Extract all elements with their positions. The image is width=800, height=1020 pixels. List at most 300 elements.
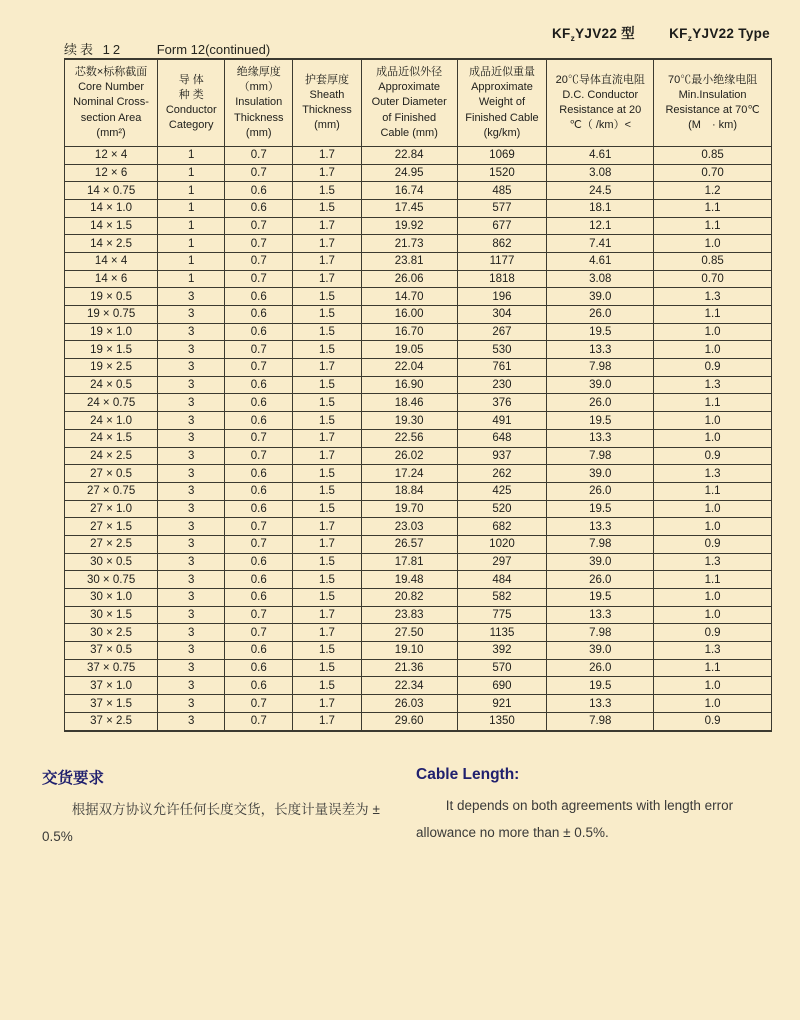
table-cell: 0.70 bbox=[654, 164, 772, 182]
model-type-label bbox=[552, 22, 770, 43]
table-cell: 26.0 bbox=[547, 394, 654, 412]
table-cell: 3.08 bbox=[547, 164, 654, 182]
table-cell: 0.6 bbox=[225, 182, 293, 200]
table-cell: 761 bbox=[457, 359, 547, 377]
table-cell: 491 bbox=[457, 412, 547, 430]
table-cell: 3 bbox=[158, 553, 225, 571]
table-cell: 3 bbox=[158, 376, 225, 394]
table-cell: 17.24 bbox=[361, 465, 457, 483]
table-cell: 19 × 1.0 bbox=[65, 323, 158, 341]
table-cell: 0.6 bbox=[225, 376, 293, 394]
table-cell: 24 × 0.5 bbox=[65, 376, 158, 394]
table-row bbox=[65, 518, 772, 536]
table-cell: 262 bbox=[457, 465, 547, 483]
table-row bbox=[65, 412, 772, 430]
table-cell: 0.7 bbox=[225, 518, 293, 536]
delivery-heading-en: Cable Length: bbox=[416, 766, 520, 783]
table-cell: 7.98 bbox=[547, 535, 654, 553]
table-cell: 1.7 bbox=[293, 217, 362, 235]
table-row bbox=[65, 164, 772, 182]
table-cell: 0.9 bbox=[654, 535, 772, 553]
cable-spec-table bbox=[64, 58, 772, 732]
table-cell: 12.1 bbox=[547, 217, 654, 235]
table-cell: 14.70 bbox=[361, 288, 457, 306]
table-cell: 0.9 bbox=[654, 447, 772, 465]
table-cell: 267 bbox=[457, 323, 547, 341]
table-cell: 0.7 bbox=[225, 270, 293, 288]
table-cell: 1.5 bbox=[293, 642, 362, 660]
table-cell: 37 × 1.5 bbox=[65, 695, 158, 713]
table-row bbox=[65, 288, 772, 306]
table-cell: 1.0 bbox=[654, 235, 772, 253]
table-cell: 1.5 bbox=[293, 589, 362, 607]
table-cell: 1.2 bbox=[654, 182, 772, 200]
table-cell: 37 × 2.5 bbox=[65, 712, 158, 730]
table-cell: 3 bbox=[158, 571, 225, 589]
table-cell: 3 bbox=[158, 500, 225, 518]
column-header-sheath: 护套厚度 Sheath Thickness (mm) bbox=[293, 59, 362, 146]
table-cell: 0.9 bbox=[654, 624, 772, 642]
table-cell: 14 × 2.5 bbox=[65, 235, 158, 253]
table-cell: 30 × 0.5 bbox=[65, 553, 158, 571]
table-cell: 0.7 bbox=[225, 695, 293, 713]
table-cell: 677 bbox=[457, 217, 547, 235]
table-cell: 3 bbox=[158, 394, 225, 412]
table-cell: 1.7 bbox=[293, 535, 362, 553]
table-cell: 26.57 bbox=[361, 535, 457, 553]
table-cell: 1.5 bbox=[293, 306, 362, 324]
table-row bbox=[65, 677, 772, 695]
column-header-min-insulation: 70℃最小绝缘电阻 Min.Insulation Resistance at 70℃ (M · km) bbox=[654, 59, 772, 146]
table-cell: 39.0 bbox=[547, 288, 654, 306]
table-cell: 1.5 bbox=[293, 465, 362, 483]
table-body bbox=[65, 146, 772, 730]
table-cell: 1 bbox=[158, 164, 225, 182]
table-cell: 1.5 bbox=[293, 571, 362, 589]
table-cell: 297 bbox=[457, 553, 547, 571]
delivery-heading-cn: 交货要求 bbox=[42, 770, 105, 787]
table-cell: 24.95 bbox=[361, 164, 457, 182]
table-cell: 37 × 0.75 bbox=[65, 659, 158, 677]
table-cell: 17.45 bbox=[361, 199, 457, 217]
table-cell: 4.61 bbox=[547, 146, 654, 164]
table-cell: 582 bbox=[457, 589, 547, 607]
table-cell: 1.5 bbox=[293, 482, 362, 500]
table-row bbox=[65, 606, 772, 624]
table-cell: 1.0 bbox=[654, 606, 772, 624]
table-cell: 0.85 bbox=[654, 146, 772, 164]
table-cell: 0.6 bbox=[225, 465, 293, 483]
table-cell: 1 bbox=[158, 235, 225, 253]
table-cell: 0.7 bbox=[225, 252, 293, 270]
table-cell: 1.1 bbox=[654, 394, 772, 412]
table-cell: 14 × 0.75 bbox=[65, 182, 158, 200]
table-cell: 1.1 bbox=[654, 199, 772, 217]
table-row bbox=[65, 323, 772, 341]
table-cell: 22.56 bbox=[361, 429, 457, 447]
column-header-dc-resistance: 20℃导体直流电阻 D.C. Conductor Resistance at 20 ℃（ /km）< bbox=[547, 59, 654, 146]
table-cell: 1520 bbox=[457, 164, 547, 182]
table-cell: 484 bbox=[457, 571, 547, 589]
table-cell: 3 bbox=[158, 606, 225, 624]
table-cell: 30 × 1.0 bbox=[65, 589, 158, 607]
table-cell: 0.7 bbox=[225, 164, 293, 182]
table-cell: 1.1 bbox=[654, 482, 772, 500]
table-cell: 0.7 bbox=[225, 217, 293, 235]
table-cell: 19 × 1.5 bbox=[65, 341, 158, 359]
table-cell: 23.81 bbox=[361, 252, 457, 270]
table-cell: 22.34 bbox=[361, 677, 457, 695]
table-row bbox=[65, 589, 772, 607]
table-cell: 16.90 bbox=[361, 376, 457, 394]
table-cell: 26.0 bbox=[547, 571, 654, 589]
delivery-body-cn: 根据双方协议允许任何长度交货，长度计量误差为 ± 0.5% bbox=[42, 802, 380, 844]
table-cell: 1.7 bbox=[293, 624, 362, 642]
column-header-insulation: 绝缘厚度 （mm） Insulation Thickness (mm) bbox=[225, 59, 293, 146]
table-cell: 0.6 bbox=[225, 677, 293, 695]
table-cell: 1.5 bbox=[293, 288, 362, 306]
table-caption-en: Form 12(continued) bbox=[156, 42, 271, 57]
table-row bbox=[65, 359, 772, 377]
table-cell: 19.30 bbox=[361, 412, 457, 430]
table-cell: 648 bbox=[457, 429, 547, 447]
table-cell: 1.7 bbox=[293, 252, 362, 270]
table-cell: 392 bbox=[457, 642, 547, 660]
table-cell: 1 bbox=[158, 182, 225, 200]
table-cell: 0.7 bbox=[225, 624, 293, 642]
table-cell: 0.6 bbox=[225, 288, 293, 306]
table-cell: 0.6 bbox=[225, 553, 293, 571]
table-cell: 0.6 bbox=[225, 323, 293, 341]
table-cell: 26.0 bbox=[547, 306, 654, 324]
table-cell: 19.5 bbox=[547, 500, 654, 518]
table-cell: 24 × 1.0 bbox=[65, 412, 158, 430]
table-cell: 1.5 bbox=[293, 500, 362, 518]
table-row bbox=[65, 341, 772, 359]
table-cell: 22.04 bbox=[361, 359, 457, 377]
table-cell: 1.5 bbox=[293, 182, 362, 200]
table-cell: 1.1 bbox=[654, 659, 772, 677]
table-row bbox=[65, 306, 772, 324]
table-cell: 19.70 bbox=[361, 500, 457, 518]
table-cell: 19.5 bbox=[547, 589, 654, 607]
table-cell: 24.5 bbox=[547, 182, 654, 200]
table-cell: 23.83 bbox=[361, 606, 457, 624]
table-row bbox=[65, 217, 772, 235]
table-cell: 3.08 bbox=[547, 270, 654, 288]
table-cell: 12 × 4 bbox=[65, 146, 158, 164]
table-cell: 0.7 bbox=[225, 429, 293, 447]
table-cell: 13.3 bbox=[547, 518, 654, 536]
table-cell: 3 bbox=[158, 412, 225, 430]
table-cell: 19.5 bbox=[547, 677, 654, 695]
column-header-core-area: 芯数×标称截面 Core Number Nominal Cross- section Area (mm²) bbox=[65, 59, 158, 146]
table-cell: 19 × 0.5 bbox=[65, 288, 158, 306]
table-cell: 1 bbox=[158, 146, 225, 164]
table-cell: 1177 bbox=[457, 252, 547, 270]
table-cell: 12 × 6 bbox=[65, 164, 158, 182]
column-header-weight: 成品近似重量 Approximate Weight of Finished Cable (kg/km) bbox=[457, 59, 547, 146]
table-cell: 3 bbox=[158, 341, 225, 359]
table-cell: 1.5 bbox=[293, 376, 362, 394]
table-cell: 3 bbox=[158, 695, 225, 713]
table-cell: 24 × 0.75 bbox=[65, 394, 158, 412]
table-cell: 0.6 bbox=[225, 589, 293, 607]
table-cell: 13.3 bbox=[547, 606, 654, 624]
table-cell: 3 bbox=[158, 624, 225, 642]
table-row bbox=[65, 482, 772, 500]
table-head-row bbox=[65, 59, 772, 146]
table-row bbox=[65, 712, 772, 730]
table-row bbox=[65, 535, 772, 553]
table-cell: 0.7 bbox=[225, 535, 293, 553]
table-cell: 570 bbox=[457, 659, 547, 677]
table-cell: 17.81 bbox=[361, 553, 457, 571]
table-cell: 14 × 1.0 bbox=[65, 199, 158, 217]
table-cell: 1.3 bbox=[654, 553, 772, 571]
table-cell: 230 bbox=[457, 376, 547, 394]
table-cell: 1.0 bbox=[654, 589, 772, 607]
table-cell: 26.03 bbox=[361, 695, 457, 713]
table-cell: 4.61 bbox=[547, 252, 654, 270]
table-row bbox=[65, 571, 772, 589]
table-cell: 39.0 bbox=[547, 376, 654, 394]
table-cell: 1.5 bbox=[293, 199, 362, 217]
table-cell: 577 bbox=[457, 199, 547, 217]
table-cell: 1.7 bbox=[293, 270, 362, 288]
table-cell: 21.36 bbox=[361, 659, 457, 677]
table-cell: 937 bbox=[457, 447, 547, 465]
table-cell: 1.0 bbox=[654, 500, 772, 518]
table-cell: 3 bbox=[158, 306, 225, 324]
table-row bbox=[65, 252, 772, 270]
table-cell: 0.6 bbox=[225, 659, 293, 677]
table-cell: 775 bbox=[457, 606, 547, 624]
table-caption-cn: 续表 12 bbox=[64, 42, 124, 57]
table-cell: 16.00 bbox=[361, 306, 457, 324]
table-cell: 27.50 bbox=[361, 624, 457, 642]
table-cell: 26.0 bbox=[547, 659, 654, 677]
column-header-conductor: 导 体 种 类 Conductor Category bbox=[158, 59, 225, 146]
table-cell: 14 × 1.5 bbox=[65, 217, 158, 235]
table-cell: 1.0 bbox=[654, 412, 772, 430]
table-cell: 1.3 bbox=[654, 465, 772, 483]
table-cell: 0.6 bbox=[225, 571, 293, 589]
table-cell: 7.98 bbox=[547, 359, 654, 377]
table-cell: 18.1 bbox=[547, 199, 654, 217]
table-cell: 3 bbox=[158, 712, 225, 730]
column-header-diameter: 成品近似外径 Approximate Outer Diameter of Finished Cable (mm) bbox=[361, 59, 457, 146]
table-cell: 18.84 bbox=[361, 482, 457, 500]
table-cell: 1020 bbox=[457, 535, 547, 553]
table-cell: 1.5 bbox=[293, 323, 362, 341]
table-cell: 1.0 bbox=[654, 323, 772, 341]
table-cell: 1.7 bbox=[293, 447, 362, 465]
delivery-cn-column bbox=[42, 766, 394, 850]
table-cell: 0.7 bbox=[225, 447, 293, 465]
table-cell: 3 bbox=[158, 447, 225, 465]
table-row bbox=[65, 376, 772, 394]
table-cell: 27 × 1.5 bbox=[65, 518, 158, 536]
table-cell: 39.0 bbox=[547, 642, 654, 660]
table-head bbox=[65, 59, 772, 146]
table-row bbox=[65, 447, 772, 465]
table-cell: 1.0 bbox=[654, 429, 772, 447]
table-cell: 7.98 bbox=[547, 447, 654, 465]
table-row bbox=[65, 394, 772, 412]
table-cell: 1.5 bbox=[293, 341, 362, 359]
table-cell: 862 bbox=[457, 235, 547, 253]
table-cell: 1.5 bbox=[293, 394, 362, 412]
table-cell: 0.6 bbox=[225, 199, 293, 217]
table-cell: 1.7 bbox=[293, 164, 362, 182]
table-row bbox=[65, 429, 772, 447]
table-cell: 1 bbox=[158, 270, 225, 288]
table-cell: 1.7 bbox=[293, 146, 362, 164]
table-cell: 30 × 2.5 bbox=[65, 624, 158, 642]
table-cell: 0.6 bbox=[225, 412, 293, 430]
table-cell: 1.5 bbox=[293, 412, 362, 430]
table-cell: 3 bbox=[158, 677, 225, 695]
table-cell: 21.73 bbox=[361, 235, 457, 253]
table-cell: 1.1 bbox=[654, 571, 772, 589]
table-cell: 19.5 bbox=[547, 323, 654, 341]
table-cell: 1.7 bbox=[293, 695, 362, 713]
table-cell: 0.7 bbox=[225, 341, 293, 359]
table-cell: 1.5 bbox=[293, 659, 362, 677]
model-label-cn: $KF_zYJV22$ 型 bbox=[552, 26, 635, 43]
table-cell: 1.0 bbox=[654, 341, 772, 359]
table-cell: 530 bbox=[457, 341, 547, 359]
table-cell: 1.7 bbox=[293, 518, 362, 536]
table-row bbox=[65, 465, 772, 483]
table-cell: 3 bbox=[158, 359, 225, 377]
table-row bbox=[65, 182, 772, 200]
model-label-en: $KF_zYJV22$ Type bbox=[669, 26, 770, 43]
table-cell: 7.98 bbox=[547, 624, 654, 642]
table-row bbox=[65, 642, 772, 660]
table-cell: 37 × 0.5 bbox=[65, 642, 158, 660]
table-cell: 1.0 bbox=[654, 677, 772, 695]
table-cell: 1.5 bbox=[293, 553, 362, 571]
table-cell: 0.7 bbox=[225, 235, 293, 253]
table-cell: 26.02 bbox=[361, 447, 457, 465]
table-cell: 1.0 bbox=[654, 695, 772, 713]
table-cell: 19 × 2.5 bbox=[65, 359, 158, 377]
table-cell: 14 × 4 bbox=[65, 252, 158, 270]
spec-table-container bbox=[64, 58, 772, 732]
table-cell: 0.6 bbox=[225, 500, 293, 518]
table-cell: 1.1 bbox=[654, 306, 772, 324]
table-cell: 16.70 bbox=[361, 323, 457, 341]
table-cell: 27 × 2.5 bbox=[65, 535, 158, 553]
table-cell: 1.7 bbox=[293, 606, 362, 624]
table-cell: 1.7 bbox=[293, 235, 362, 253]
table-cell: 0.70 bbox=[654, 270, 772, 288]
table-cell: 520 bbox=[457, 500, 547, 518]
table-cell: 30 × 0.75 bbox=[65, 571, 158, 589]
table-cell: 690 bbox=[457, 677, 547, 695]
table-row bbox=[65, 500, 772, 518]
table-cell: 19.5 bbox=[547, 412, 654, 430]
table-cell: 921 bbox=[457, 695, 547, 713]
table-cell: 24 × 2.5 bbox=[65, 447, 158, 465]
table-cell: 0.6 bbox=[225, 642, 293, 660]
table-cell: 19.05 bbox=[361, 341, 457, 359]
table-cell: 0.6 bbox=[225, 482, 293, 500]
table-cell: 376 bbox=[457, 394, 547, 412]
table-cell: 7.98 bbox=[547, 712, 654, 730]
table-cell: 19 × 0.75 bbox=[65, 306, 158, 324]
table-cell: 23.03 bbox=[361, 518, 457, 536]
table-cell: 27 × 0.75 bbox=[65, 482, 158, 500]
table-cell: 0.7 bbox=[225, 606, 293, 624]
table-cell: 39.0 bbox=[547, 553, 654, 571]
table-row bbox=[65, 659, 772, 677]
table-cell: 1.5 bbox=[293, 677, 362, 695]
table-cell: 1.0 bbox=[654, 518, 772, 536]
table-cell: 30 × 1.5 bbox=[65, 606, 158, 624]
table-cell: 1.7 bbox=[293, 429, 362, 447]
delivery-section bbox=[42, 766, 776, 850]
table-cell: 196 bbox=[457, 288, 547, 306]
table-cell: 0.6 bbox=[225, 394, 293, 412]
table-row bbox=[65, 624, 772, 642]
table-cell: 1350 bbox=[457, 712, 547, 730]
table-cell: 0.7 bbox=[225, 712, 293, 730]
table-cell: 7.41 bbox=[547, 235, 654, 253]
table-cell: 1 bbox=[158, 252, 225, 270]
delivery-body-en: It depends on both agreements with length error allowance no more than ± 0.5%. bbox=[416, 798, 734, 840]
table-cell: 1.7 bbox=[293, 712, 362, 730]
table-row bbox=[65, 270, 772, 288]
table-cell: 1.7 bbox=[293, 359, 362, 377]
table-cell: 27 × 0.5 bbox=[65, 465, 158, 483]
table-cell: 485 bbox=[457, 182, 547, 200]
table-cell: 3 bbox=[158, 642, 225, 660]
table-cell: 0.7 bbox=[225, 359, 293, 377]
table-cell: 3 bbox=[158, 482, 225, 500]
table-cell: 1.3 bbox=[654, 288, 772, 306]
table-cell: 20.82 bbox=[361, 589, 457, 607]
table-cell: 29.60 bbox=[361, 712, 457, 730]
table-cell: 3 bbox=[158, 518, 225, 536]
table-cell: 22.84 bbox=[361, 146, 457, 164]
table-cell: 3 bbox=[158, 589, 225, 607]
table-cell: 26.06 bbox=[361, 270, 457, 288]
table-cell: 1.1 bbox=[654, 217, 772, 235]
table-cell: 1069 bbox=[457, 146, 547, 164]
table-cell: 14 × 6 bbox=[65, 270, 158, 288]
table-cell: 19.10 bbox=[361, 642, 457, 660]
table-cell: 1135 bbox=[457, 624, 547, 642]
table-row bbox=[65, 146, 772, 164]
table-cell: 19.48 bbox=[361, 571, 457, 589]
table-cell: 1 bbox=[158, 217, 225, 235]
table-cell: 425 bbox=[457, 482, 547, 500]
table-caption bbox=[64, 39, 270, 58]
table-cell: 39.0 bbox=[547, 465, 654, 483]
table-cell: 13.3 bbox=[547, 341, 654, 359]
table-cell: 0.6 bbox=[225, 306, 293, 324]
delivery-en-column bbox=[416, 766, 776, 850]
table-cell: 3 bbox=[158, 659, 225, 677]
table-cell: 1 bbox=[158, 199, 225, 217]
table-cell: 19.92 bbox=[361, 217, 457, 235]
table-cell: 0.7 bbox=[225, 146, 293, 164]
table-cell: 16.74 bbox=[361, 182, 457, 200]
table-cell: 0.9 bbox=[654, 712, 772, 730]
